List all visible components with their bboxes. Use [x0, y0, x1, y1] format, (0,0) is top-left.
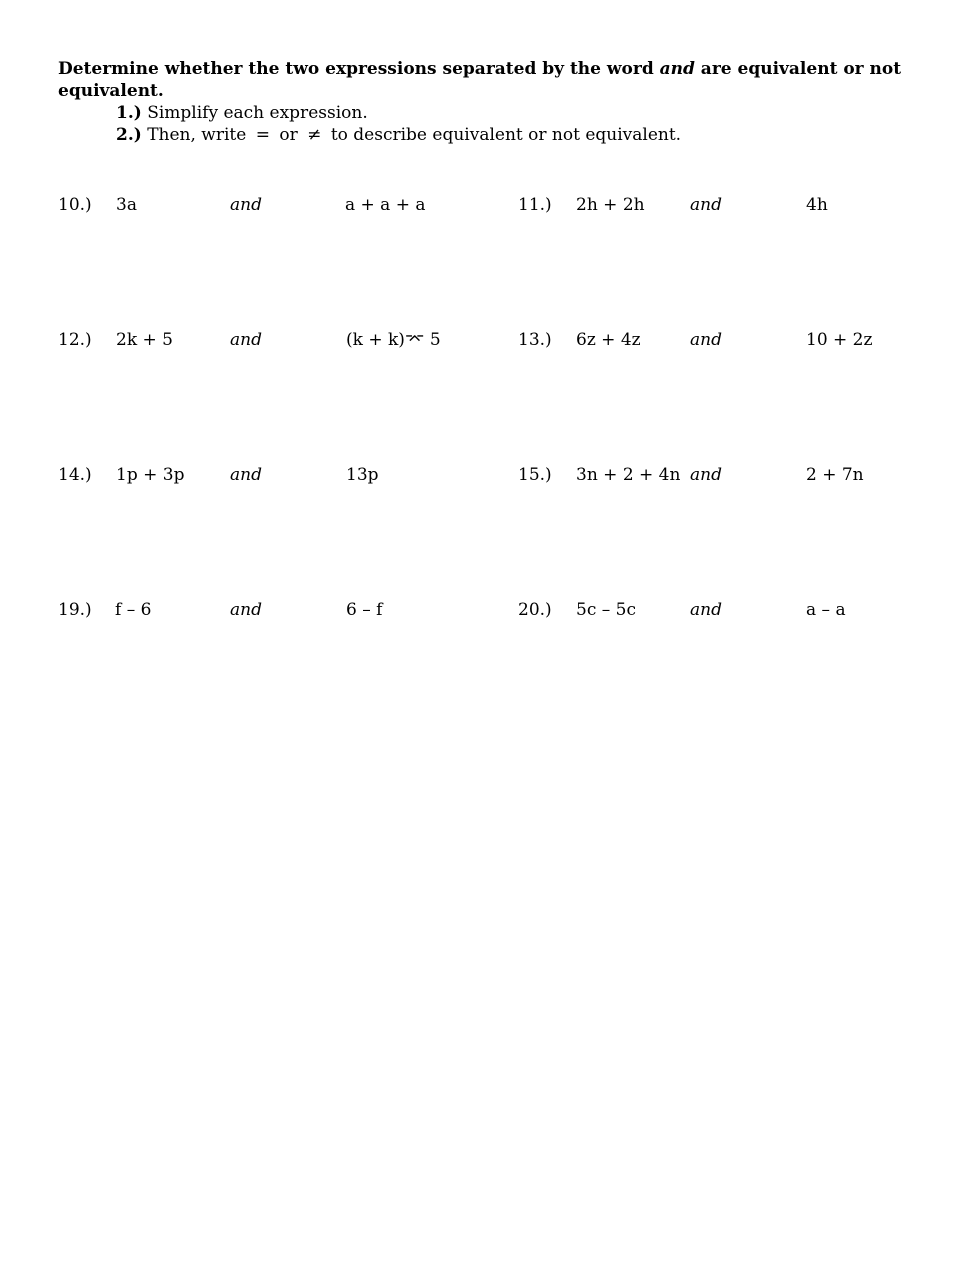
- problem-number: 12.): [58, 330, 92, 350]
- problem-number: 20.): [518, 600, 552, 620]
- problem-number: 19.): [58, 600, 92, 620]
- problem-number: 13.): [518, 330, 552, 350]
- left-expression: 2k + 5: [116, 330, 173, 350]
- left-expression: 3a: [116, 195, 137, 215]
- step-2-or: or: [279, 125, 298, 145]
- problem-number: 15.): [518, 465, 552, 485]
- heading-text-start: Determine whether the two expressions separated by the word: [58, 59, 660, 79]
- step-1: [58, 102, 938, 124]
- right-expression: 13p: [346, 465, 379, 485]
- left-expression: 2h + 2h: [576, 195, 645, 215]
- instructions-heading: [58, 58, 938, 102]
- and-word: and: [230, 195, 262, 215]
- heading-text-end: are equivalent or not equivalent.: [58, 59, 902, 101]
- step-1-number: 1.): [116, 103, 142, 123]
- problem-number: 11.): [518, 195, 552, 215]
- and-word: and: [690, 195, 722, 215]
- and-word: and: [230, 330, 262, 350]
- right-expression: 2 + 7n: [806, 465, 864, 485]
- and-word: and: [230, 600, 262, 620]
- left-expression: 3n + 2 + 4n: [576, 465, 681, 485]
- and-word: and: [690, 465, 722, 485]
- not-equal-sign: ≠: [307, 125, 322, 145]
- right-expression: 6 – f: [346, 600, 383, 620]
- right-expression: (k + k)⌤ 5: [346, 330, 441, 350]
- step-2-text-b: to describe equivalent or not equivalent.: [330, 125, 682, 145]
- and-word: and: [690, 330, 722, 350]
- right-expression: 4h: [806, 195, 828, 215]
- left-expression: 5c – 5c: [576, 600, 636, 620]
- left-expression: 6z + 4z: [576, 330, 641, 350]
- step-2: [58, 124, 938, 146]
- equal-sign: =: [255, 125, 270, 145]
- and-word: and: [230, 465, 262, 485]
- heading-and-word: and: [659, 59, 695, 79]
- right-expression: a + a + a: [345, 195, 426, 215]
- step-2-text-a: Then, write: [147, 125, 247, 145]
- instructions: [58, 58, 938, 146]
- problem-number: 14.): [58, 465, 92, 485]
- left-expression: 1p + 3p: [116, 465, 185, 485]
- right-expression: a – a: [806, 600, 846, 620]
- step-2-number: 2.): [116, 125, 142, 145]
- and-word: and: [690, 600, 722, 620]
- step-1-text: Simplify each expression.: [147, 103, 368, 123]
- right-expression: 10 + 2z: [806, 330, 873, 350]
- left-expression: f – 6: [115, 600, 152, 620]
- problem-number: 10.): [58, 195, 92, 215]
